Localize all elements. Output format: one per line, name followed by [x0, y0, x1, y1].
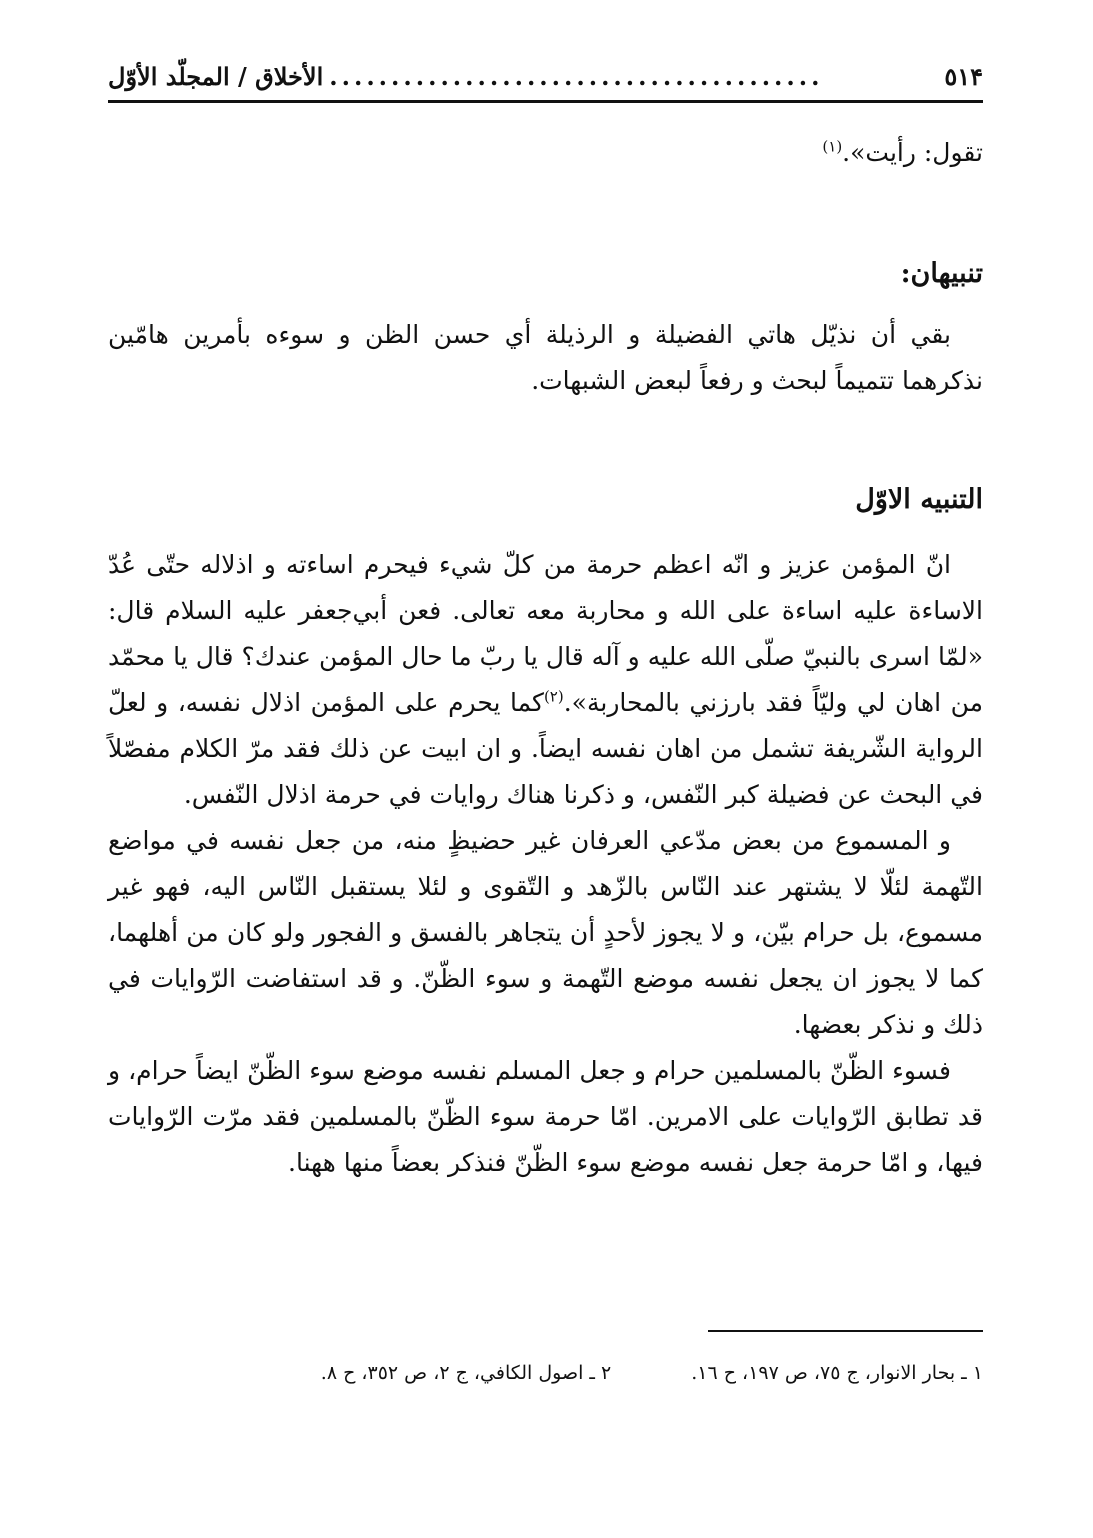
footnote-rule [708, 1330, 983, 1332]
section2-paragraph-2: و المسموع من بعض مدّعي العرفان غير حضيظٍ منه، من جعل نفسه في مواضع التّهمة لئلّا لا يشتهر عند النّاس بالزّهد و التّقوى و لئلا يستقبل النّاس اليه، فهو غير مسموع، بل حرام بيّن، و لا يجوز لأحدٍ أن يتجاهر بالفسق و الفجور ولو كان من أهلهما، كما لا يجوز ان يجعل نفسه موضع التّهمة و سوء الظّنّ. و قد استفاضت الرّوايات في ذلك و نذكر بعضها. [108, 826, 983, 1039]
section-heading-first-note: التنبيه الاوّل [855, 484, 983, 515]
footnote-ref-2: (٢) [543, 687, 564, 706]
header-title: الأخلاق / المجلّد الأوّل [108, 61, 324, 91]
page-number: ٥١۴ [944, 61, 983, 91]
paragraph-1-part-a: انّ المؤمن عزيز و انّه اعظم حرمة من كلّ شيء فيحرم اساءته و اذلاله حتّى عُدّ الاساءة عليه اساءة على الله و محاربة معه تعالى. فعن أبي‌جعفر عليه السلام قال: «لمّا اسرى بالنبيّ صلّى الله عليه و آله قال يا ربّ ما حال المؤمن عندك؟ قال يا محمّد من اهان لي وليّاً فقد بارزني بالمحاربة». [108, 550, 983, 717]
section-heading-tanbihan: تنبيهان: [900, 258, 983, 289]
footnote-1: ١ ـ بحار الانوار، ج ٧٥، ص ١٩٧، ح ١٦. [691, 1362, 983, 1384]
footnote-ref-1: (١) [822, 137, 843, 156]
section2-body [108, 542, 983, 1186]
footnotes [200, 1362, 983, 1384]
section1-text: بقي أن نذيّل هاتي الفضيلة و الرذيلة أي حسن الظن و سوءه بأمرين هامّين نذكرهما تتميماً لبحث و رفعاً لبعض الشبهات. [108, 320, 983, 395]
section2-paragraph-3: فسوء الظّنّ بالمسلمين حرام و جعل المسلم نفسه موضع سوء الظّنّ ايضاً حرام، و قد تطابق الرّوايات على الامرين. امّا حرمة سوء الظّنّ بالمسلمين فقد مرّت الرّوايات فيها، و امّا حرمة جعل نفسه موضع سوء الظّنّ فنذكر بعضاً منها ههنا. [108, 1056, 983, 1177]
intro-text: تقول: رأيت». [842, 138, 983, 167]
header-rule [108, 100, 983, 103]
intro-line [108, 130, 983, 176]
footnote-2: ٢ ـ اصول الكافي، ج ٢، ص ٣٥٢، ح ٨. [320, 1362, 612, 1384]
section2-paragraph-1 [108, 542, 983, 818]
header-dots: ........................................ [329, 61, 824, 91]
section1-paragraph [108, 312, 983, 404]
paragraph-1-part-b: كما يحرم على المؤمن اذلال نفسه، و لعلّ الرواية الشّريفة تشمل من اهان نفسه ايضاً. و ان ابيت عن ذلك فقد مرّ الكلام مفصّلاً في البحث عن فضيلة كبر النّفس، و ذكرنا هناك روايات في حرمة اذلال النّفس. [108, 688, 983, 809]
running-header [108, 52, 983, 100]
